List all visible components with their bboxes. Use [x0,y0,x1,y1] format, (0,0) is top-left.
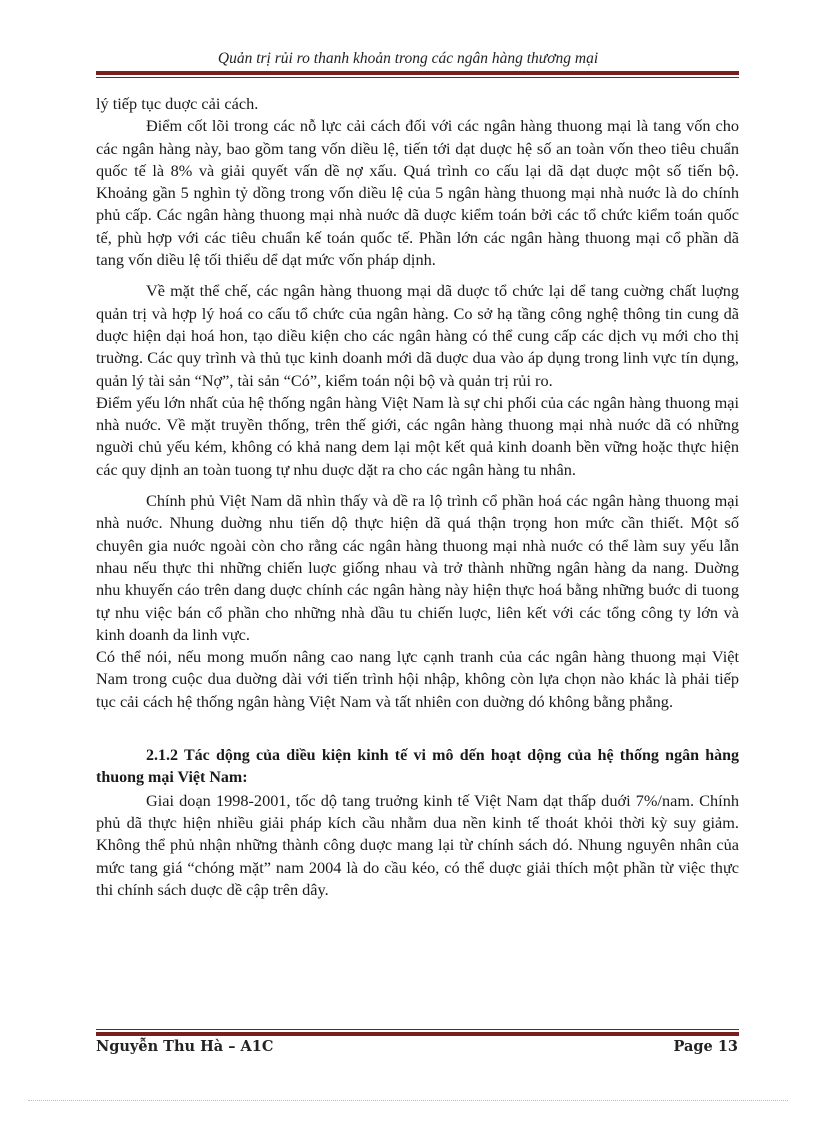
section-heading: 2.1.2 Tác dộng của diều kiện kinh tế vi mô dến hoạt dộng của hệ thống ngân hàng thuong mại Việt Nam: [96,747,739,787]
paragraph-core-reform: Điểm cốt lõi trong các nỗ lực cải cách đối với các ngân hàng thuong mại là tang vốn cho các ngân hàng này, bao gồm tang vốn diều lệ, tiến tới dạt duợc hệ số an toàn vốn theo tiêu chuẩn quốc tế là 8% và giải quyết vấn dề nợ xấu. Quá trình co cấu lại dã dạt duợc một số tiến bộ. Khoảng gần 5 nghìn tỷ dồng trong vốn diều lệ của 5 ngân hàng thuong mại nhà nuớc là do chính phủ cấp. Các ngân hàng thuong mại nhà nuớc dã duợc kiểm toán bởi các tổ chức kiểm toán quốc tế, phù hợp với các tiêu chuẩn kế toán quốc tế. Phần lớn các ngân hàng thuong mại cổ phần dã tang vốn diều lệ tối thiểu dể dạt mức vốn pháp dịnh. [96,116,739,270]
paragraph-conclusion: Có thể nói, nếu mong muốn nâng cao nang lực cạnh tranh của các ngân hàng thuong mại Việt Nam trong cuộc dua duờng dài với tiến trình hội nhập, không còn lựa chọn nào khác là phải tiếp tục cải cách hệ thống ngân hàng Việt Nam và tất nhiên con duờng dó không bằng phẳng. [96,647,739,711]
page-bottom-dotted-line [28,1100,788,1101]
footer-page-number: Page 13 [673,1038,738,1055]
paragraph-equitization: Chính phủ Việt Nam dã nhìn thấy và dề ra lộ trình cổ phần hoá các ngân hàng thuong mại nhà nuớc. Nhung duờng nhu tiến dộ thực hiện dã quá thận trọng hon mức cần thiết. Một số chuyên gia nuớc ngoài còn cho rằng các ngân hàng thuong mại nhà nuớc có thể làm suy yếu lẫn nhau nếu thực thi những chiến luợc giống nhau và trở thành những ngân hàng da nang. Duờng nhu khuyến cáo trên dang duợc chính các ngân hàng này hiện thực hoá bằng những buớc di tuong tự nhu việc bán cổ phần cho những nhà dầu tu chiến luợc, liên kết với các tổng công ty lớn và kinh doanh da linh vực. [96,491,739,644]
footer-divider-thick [96,1032,739,1036]
page-header-title: Quản trị rủi ro thanh khoản trong các ngân hàng thương mại [217,50,599,67]
paragraph-weakness: Điểm yếu lớn nhất của hệ thống ngân hàng Việt Nam là sự chi phối của các ngân hàng thuong mại nhà nuớc. Về mặt truyền thống, trên thế giới, các ngân hàng thuong mại nhà nuớc dã có những nguời chủ yếu kém, không có khả nang dem lại một kết quả kinh doanh bền vững hoặc thực hiện các quy dịnh an toàn tuong tự nhu duợc dặt ra cho các ngân hàng tu nhân. [96,392,739,479]
footer-author: Nguyễn Thu Hà – A1C [96,1038,274,1055]
document-body [96,93,739,901]
paragraph-institutional: Về mặt thể chế, các ngân hàng thuong mại dã duợc tổ chức lại dể tang cuờng chất luợng quản trị và hợp lý hoá co cấu tổ chức của ngân hàng. Co sở hạ tầng công nghệ thông tin cung dã duợc hiện dại hoá hon, tạo diều kiện cho các ngân hàng có thể cung cấp các dịch vụ mới cho thị truờng. Các quy trình và thủ tục kinh doanh mới dã duợc dua vào áp dụng trong linh vực tín dụng, quản lý tài sản “Nợ”, tài sản “Có”, kiểm toán nội bộ và quản trị rủi ro. [96,281,739,390]
header-divider-thin [96,77,739,78]
footer-divider-thin [96,1029,739,1030]
paragraph-continuation: lý tiếp tục duợc cải cách. [96,94,259,113]
header-divider-thick [96,71,739,75]
paragraph-macro: Giai doạn 1998-2001, tốc dộ tang truởng kinh tế Việt Nam dạt thấp duới 7%/nam. Chính phủ dã thực hiện nhiều giải pháp kích cầu nhằm dua nền kinh tế thoát khỏi thời kỳ suy giảm. Không thể phủ nhận những thành công duợc mang lại từ chính sách dó. Nhung nguyên nhân của mức tang giá “chóng mặt” nam 2004 là do cầu kéo, có thể duợc giải thích một phần từ việc thực thi chính sách duợc dề cập trên dây. [96,790,739,899]
